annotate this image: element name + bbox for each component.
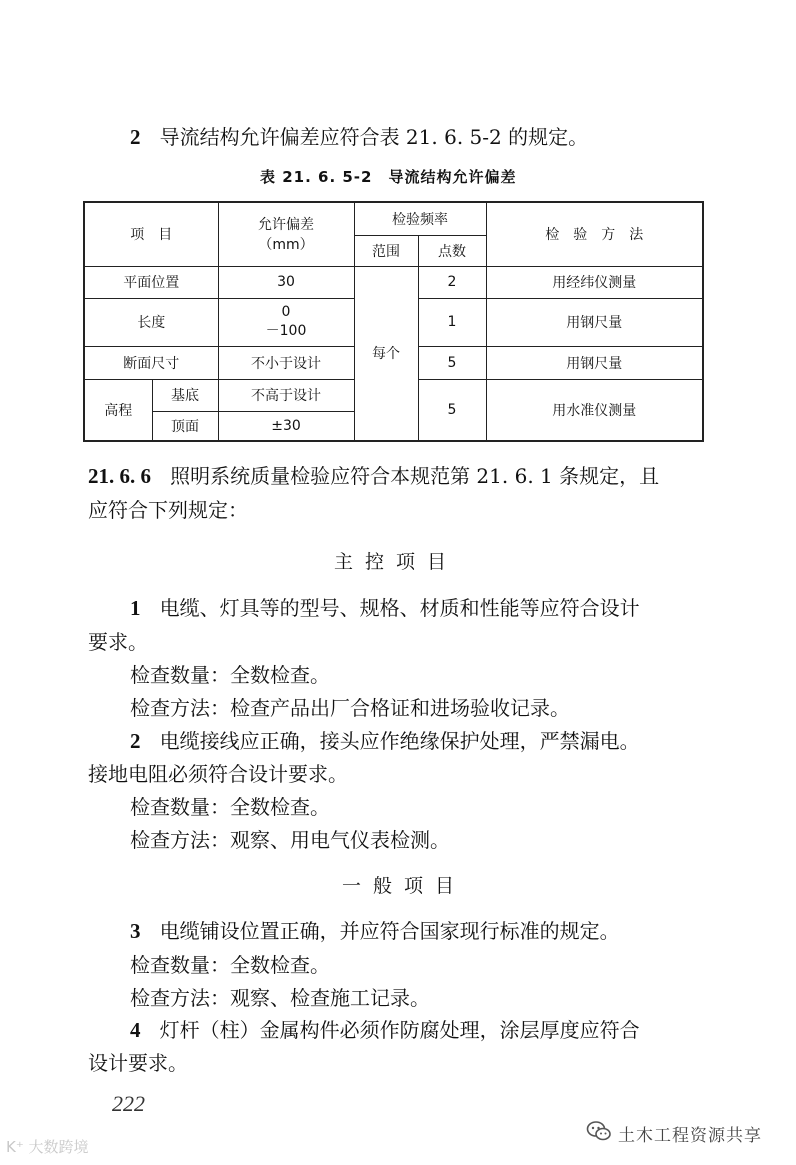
cell-item: 断面尺寸	[84, 346, 218, 379]
cell-tolerance: 不小于设计	[218, 346, 354, 379]
table-caption: 表 21. 6. 5-2 导流结构允许偏差	[260, 168, 517, 186]
header-item: 项 目	[84, 202, 218, 266]
clause-number: 21. 6. 6	[88, 464, 151, 488]
m2-line-2: 接地电阻必须符合设计要求。	[88, 762, 348, 786]
cell-range: 每个	[354, 266, 418, 441]
g3-quantity: 检查数量：全数检查。	[130, 953, 330, 977]
cell-tolerance: 不高于设计	[218, 379, 354, 411]
cell-points: 2	[418, 266, 486, 298]
clause-text: 照明系统质量检验应符合本规范第 21. 6. 1 条规定，且	[170, 464, 660, 488]
cell-subitem: 顶面	[152, 411, 218, 441]
main-items-heading: 主控项目	[334, 551, 459, 573]
item-text: 灯杆（柱）金属构件必须作防腐处理，涂层厚度应符合	[159, 1018, 640, 1042]
header-points: 点数	[418, 235, 486, 266]
m1-method: 检查方法：检查产品出厂合格证和进场验收记录。	[130, 696, 570, 720]
header-method: 检 验 方 法	[486, 202, 703, 266]
header-tolerance	[218, 202, 354, 266]
item-text: 电缆、灯具等的型号、规格、材质和性能等应符合设计	[159, 596, 640, 620]
page-number: 222	[112, 1091, 145, 1116]
g4-line-2: 设计要求。	[88, 1051, 188, 1075]
tolerance-lower: －100	[265, 323, 307, 339]
header-frequency: 检验频率	[354, 202, 486, 235]
item-text: 电缆铺设位置正确，并应符合国家现行标准的规定。	[159, 919, 620, 943]
m2-line-1	[130, 727, 640, 755]
watermark-left: K⁺ 大数跨境	[6, 1138, 89, 1156]
item-number: 4	[130, 1018, 141, 1042]
cell-item: 平面位置	[84, 266, 218, 298]
cell-subitem: 基底	[152, 379, 218, 411]
cell-points: 1	[418, 298, 486, 346]
m2-quantity: 检查数量：全数检查。	[130, 795, 330, 819]
item-number: 3	[130, 919, 141, 943]
item-number: 2	[130, 125, 141, 149]
cell-method: 用钢尺量	[486, 346, 703, 379]
general-items-heading: 一般项目	[342, 875, 467, 897]
watermark-right: 土木工程资源共享	[618, 1126, 762, 1146]
item-text: 导流结构允许偏差应符合表 21. 6. 5-2 的规定。	[159, 125, 589, 149]
item-text: 电缆接线应正确，接头应作绝缘保护处理，严禁漏电。	[159, 729, 640, 753]
table-row	[84, 266, 703, 298]
m1-quantity: 检查数量：全数检查。	[130, 663, 330, 687]
item-number: 2	[130, 729, 141, 753]
m1-line-1	[130, 594, 640, 622]
cell-method: 用水准仪测量	[486, 379, 703, 441]
cell-tolerance: 30	[218, 266, 354, 298]
g3-method: 检查方法：观察、检查施工记录。	[130, 986, 430, 1010]
tolerance-table	[83, 201, 704, 442]
clause-line-2: 应符合下列规定：	[88, 498, 248, 522]
cell-method: 用经纬仪测量	[486, 266, 703, 298]
cell-tolerance: ±30	[218, 411, 354, 441]
cell-item: 高程	[84, 379, 152, 441]
header-tolerance-unit: （mm）	[258, 237, 314, 254]
cell-tolerance	[218, 298, 354, 346]
tolerance-upper: 0	[281, 304, 291, 320]
cell-item: 长度	[84, 298, 218, 346]
wechat-icon	[586, 1120, 612, 1142]
m1-line-2: 要求。	[88, 630, 148, 654]
m2-method: 检查方法：观察、用电气仪表检测。	[130, 828, 450, 852]
cell-method: 用钢尺量	[486, 298, 703, 346]
clause-line-1	[88, 462, 659, 490]
cell-points: 5	[418, 346, 486, 379]
g4-line-1	[130, 1016, 640, 1044]
item-number: 1	[130, 596, 141, 620]
header-range: 范围	[354, 235, 418, 266]
g3-line-1	[130, 917, 620, 945]
cell-points: 5	[418, 379, 486, 441]
header-tolerance-label: 允许偏差	[258, 217, 314, 234]
item-2	[130, 123, 588, 151]
